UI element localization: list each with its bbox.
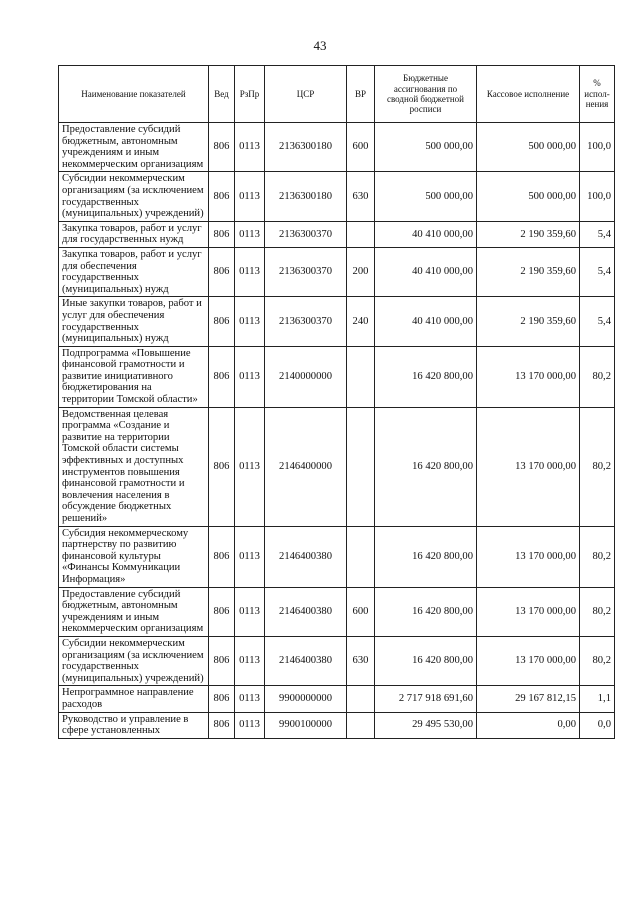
table-body xyxy=(59,123,615,739)
cell-ved: 806 xyxy=(209,526,235,587)
cell-exec: 13 170 000,00 xyxy=(477,587,580,636)
cell-csr: 2146400380 xyxy=(265,636,347,685)
table-row xyxy=(59,407,615,526)
cell-pct: 80,2 xyxy=(580,526,615,587)
cell-name: Предоставление субсидий бюджетным, автономным учреждениям и иным некоммерческим организациям xyxy=(59,587,209,636)
cell-exec: 2 190 359,60 xyxy=(477,247,580,296)
cell-vr: 600 xyxy=(347,123,375,172)
cell-pct: 5,4 xyxy=(580,297,615,346)
cell-rzpr: 0113 xyxy=(235,297,265,346)
cell-vr: 240 xyxy=(347,297,375,346)
cell-vr: 630 xyxy=(347,636,375,685)
cell-plan: 16 420 800,00 xyxy=(375,407,477,526)
cell-name: Иные закупки товаров, работ и услуг для обеспечения государственных (муниципальных) нужд xyxy=(59,297,209,346)
header-csr: ЦСР xyxy=(265,66,347,123)
cell-rzpr: 0113 xyxy=(235,407,265,526)
cell-rzpr: 0113 xyxy=(235,587,265,636)
table-row xyxy=(59,526,615,587)
cell-vr xyxy=(347,686,375,712)
cell-csr: 2146400000 xyxy=(265,407,347,526)
cell-name: Субсидия некоммерческому партнерству по развитию финансовой культуры «Финансы Коммуникации Информация» xyxy=(59,526,209,587)
cell-pct: 80,2 xyxy=(580,587,615,636)
cell-pct: 1,1 xyxy=(580,686,615,712)
cell-plan: 29 495 530,00 xyxy=(375,712,477,738)
header-rzpr: РзПр xyxy=(235,66,265,123)
cell-vr xyxy=(347,407,375,526)
cell-csr: 2136300370 xyxy=(265,297,347,346)
cell-ved: 806 xyxy=(209,172,235,221)
cell-exec: 13 170 000,00 xyxy=(477,346,580,407)
cell-vr: 600 xyxy=(347,587,375,636)
cell-csr: 2140000000 xyxy=(265,346,347,407)
cell-exec: 2 190 359,60 xyxy=(477,297,580,346)
cell-ved: 806 xyxy=(209,686,235,712)
cell-name: Закупка товаров, работ и услуг для государственных нужд xyxy=(59,221,209,247)
cell-csr: 9900100000 xyxy=(265,712,347,738)
cell-vr xyxy=(347,221,375,247)
header-vr: ВР xyxy=(347,66,375,123)
cell-vr xyxy=(347,346,375,407)
cell-csr: 2136300370 xyxy=(265,221,347,247)
cell-name: Субсидии некоммерческим организациям (за исключением государственных (муниципальных) учреждений) xyxy=(59,636,209,685)
cell-ved: 806 xyxy=(209,221,235,247)
cell-plan: 40 410 000,00 xyxy=(375,247,477,296)
table-row xyxy=(59,636,615,685)
cell-vr xyxy=(347,526,375,587)
table-header-row xyxy=(59,66,615,123)
header-pct: % испол-нения xyxy=(580,66,615,123)
cell-pct: 80,2 xyxy=(580,407,615,526)
cell-plan: 40 410 000,00 xyxy=(375,297,477,346)
cell-rzpr: 0113 xyxy=(235,221,265,247)
cell-ved: 806 xyxy=(209,712,235,738)
cell-rzpr: 0113 xyxy=(235,172,265,221)
cell-exec: 500 000,00 xyxy=(477,172,580,221)
cell-name: Непрограммное направление расходов xyxy=(59,686,209,712)
cell-csr: 2136300180 xyxy=(265,172,347,221)
cell-exec: 0,00 xyxy=(477,712,580,738)
cell-pct: 80,2 xyxy=(580,636,615,685)
cell-rzpr: 0113 xyxy=(235,123,265,172)
cell-csr: 2146400380 xyxy=(265,526,347,587)
cell-ved: 806 xyxy=(209,636,235,685)
cell-name: Предоставление субсидий бюджетным, автономным учреждениям и иным некоммерческим организациям xyxy=(59,123,209,172)
cell-csr: 2136300180 xyxy=(265,123,347,172)
cell-vr xyxy=(347,712,375,738)
cell-exec: 500 000,00 xyxy=(477,123,580,172)
budget-execution-table xyxy=(58,65,615,739)
cell-rzpr: 0113 xyxy=(235,526,265,587)
cell-exec: 13 170 000,00 xyxy=(477,526,580,587)
table-row xyxy=(59,587,615,636)
cell-rzpr: 0113 xyxy=(235,712,265,738)
cell-exec: 29 167 812,15 xyxy=(477,686,580,712)
header-name: Наименование показателей xyxy=(59,66,209,123)
cell-rzpr: 0113 xyxy=(235,247,265,296)
cell-plan: 16 420 800,00 xyxy=(375,526,477,587)
header-exec: Кассовое исполнение xyxy=(477,66,580,123)
cell-ved: 806 xyxy=(209,297,235,346)
cell-name: Закупка товаров, работ и услуг для обеспечения государственных (муниципальных) нужд xyxy=(59,247,209,296)
cell-vr: 630 xyxy=(347,172,375,221)
page-number: 43 xyxy=(313,38,327,53)
cell-exec: 13 170 000,00 xyxy=(477,407,580,526)
cell-rzpr: 0113 xyxy=(235,346,265,407)
cell-name: Руководство и управление в сфере установленных xyxy=(59,712,209,738)
cell-ved: 806 xyxy=(209,587,235,636)
cell-name: Субсидии некоммерческим организациям (за исключением государственных (муниципальных) учреждений) xyxy=(59,172,209,221)
cell-pct: 80,2 xyxy=(580,346,615,407)
cell-csr: 2136300370 xyxy=(265,247,347,296)
table-row xyxy=(59,172,615,221)
cell-vr: 200 xyxy=(347,247,375,296)
cell-plan: 500 000,00 xyxy=(375,123,477,172)
table-row xyxy=(59,297,615,346)
cell-csr: 2146400380 xyxy=(265,587,347,636)
cell-pct: 100,0 xyxy=(580,172,615,221)
table-row xyxy=(59,221,615,247)
table-row xyxy=(59,686,615,712)
cell-rzpr: 0113 xyxy=(235,686,265,712)
table-row xyxy=(59,346,615,407)
cell-plan: 40 410 000,00 xyxy=(375,221,477,247)
cell-ved: 806 xyxy=(209,346,235,407)
cell-exec: 13 170 000,00 xyxy=(477,636,580,685)
cell-name: Ведомственная целевая программа «Создание и развитие на территории Томской области системы эффективных и доступных инструментов повышения финансовой грамотности и вовлечения населения в обсуждение бюджетных решений» xyxy=(59,407,209,526)
table-row xyxy=(59,712,615,738)
header-plan: Бюджетные ассигнования по сводной бюджетной росписи xyxy=(375,66,477,123)
cell-ved: 806 xyxy=(209,123,235,172)
cell-csr: 9900000000 xyxy=(265,686,347,712)
cell-pct: 5,4 xyxy=(580,247,615,296)
header-ved: Вед xyxy=(209,66,235,123)
cell-plan: 2 717 918 691,60 xyxy=(375,686,477,712)
cell-ved: 806 xyxy=(209,247,235,296)
cell-plan: 16 420 800,00 xyxy=(375,636,477,685)
table-row xyxy=(59,123,615,172)
cell-plan: 16 420 800,00 xyxy=(375,346,477,407)
cell-pct: 100,0 xyxy=(580,123,615,172)
cell-exec: 2 190 359,60 xyxy=(477,221,580,247)
cell-name: Подпрограмма «Повышение финансовой грамотности и развитие инициативного бюджетирования на территории Томской области» xyxy=(59,346,209,407)
cell-rzpr: 0113 xyxy=(235,636,265,685)
table-row xyxy=(59,247,615,296)
cell-pct: 0,0 xyxy=(580,712,615,738)
cell-ved: 806 xyxy=(209,407,235,526)
cell-pct: 5,4 xyxy=(580,221,615,247)
cell-plan: 16 420 800,00 xyxy=(375,587,477,636)
cell-plan: 500 000,00 xyxy=(375,172,477,221)
